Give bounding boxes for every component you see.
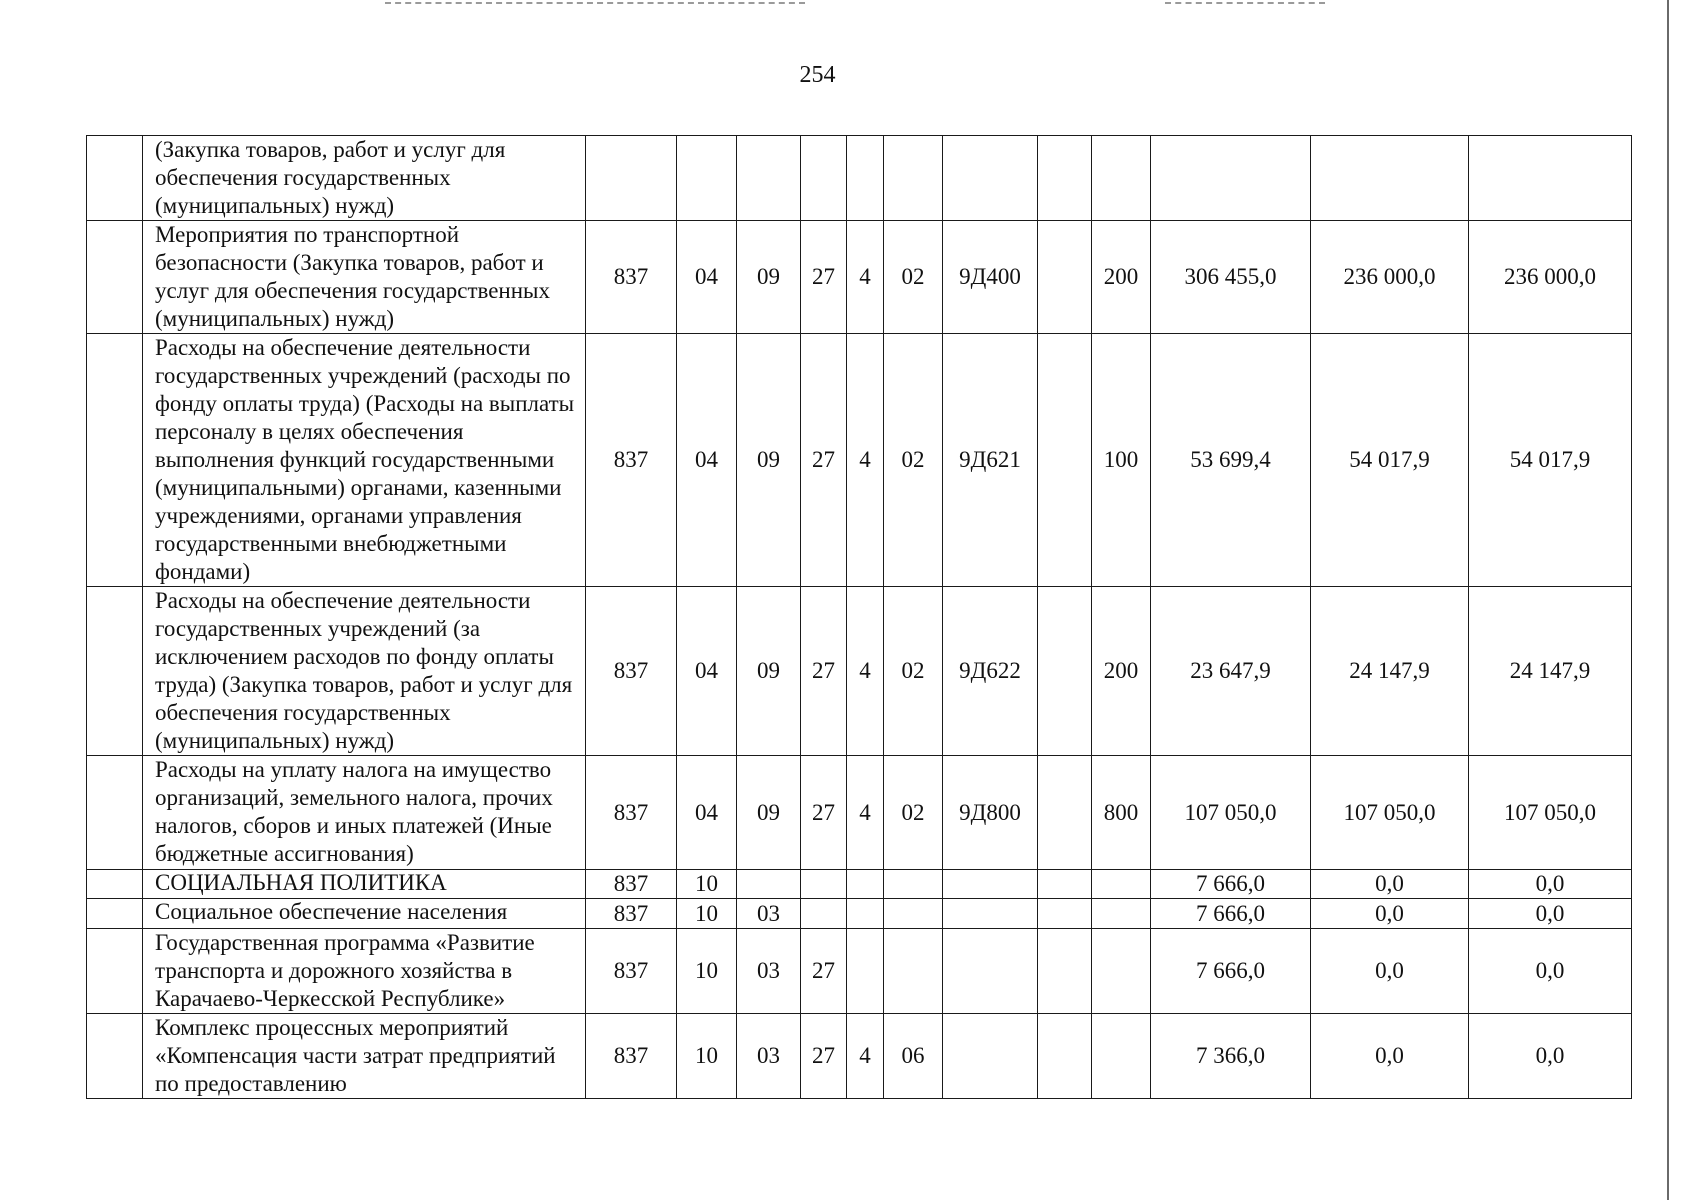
csr-type-cell: 4 (847, 587, 884, 756)
sum-year1-cell: 306 455,0 (1151, 221, 1311, 334)
page-number: 254 (799, 62, 836, 88)
csr-direction-cell (943, 136, 1038, 221)
grbs-cell: 837 (586, 756, 677, 870)
extra-cell (1038, 1014, 1092, 1099)
rz-cell: 04 (677, 221, 737, 334)
csr-direction-cell: 9Д621 (943, 334, 1038, 587)
csr-program-cell: 27 (801, 1014, 847, 1099)
csr-program-cell: 27 (801, 929, 847, 1014)
grbs-cell: 837 (586, 870, 677, 899)
grbs-cell: 837 (586, 899, 677, 929)
csr-program-cell (801, 136, 847, 221)
sum-year1-cell (1151, 136, 1311, 221)
rz-cell: 10 (677, 899, 737, 929)
row-index-cell (87, 756, 143, 870)
sum-year2-cell: 0,0 (1311, 1014, 1469, 1099)
csr-complex-cell (884, 929, 943, 1014)
grbs-cell (586, 136, 677, 221)
vr-cell: 200 (1092, 587, 1151, 756)
sum-year1-cell: 107 050,0 (1151, 756, 1311, 870)
row-description: Комплекс процессных мероприятий «Компенсация части затрат предприятий по предоставлению (143, 1014, 586, 1099)
csr-program-cell: 27 (801, 587, 847, 756)
pr-cell: 09 (737, 587, 801, 756)
csr-complex-cell (884, 870, 943, 899)
sum-year1-cell: 23 647,9 (1151, 587, 1311, 756)
sum-year3-cell: 107 050,0 (1469, 756, 1632, 870)
grbs-cell: 837 (586, 587, 677, 756)
sum-year2-cell: 54 017,9 (1311, 334, 1469, 587)
sum-year1-cell: 7 666,0 (1151, 870, 1311, 899)
sum-year1-cell: 53 699,4 (1151, 334, 1311, 587)
extra-cell (1038, 756, 1092, 870)
csr-complex-cell: 02 (884, 221, 943, 334)
csr-complex-cell (884, 899, 943, 929)
row-index-cell (87, 221, 143, 334)
csr-program-cell: 27 (801, 221, 847, 334)
csr-type-cell: 4 (847, 756, 884, 870)
table-row (87, 929, 1632, 1014)
grbs-cell: 837 (586, 1014, 677, 1099)
rz-cell: 04 (677, 334, 737, 587)
csr-direction-cell: 9Д800 (943, 756, 1038, 870)
vr-cell (1092, 899, 1151, 929)
pr-cell: 03 (737, 1014, 801, 1099)
sum-year3-cell: 54 017,9 (1469, 334, 1632, 587)
row-index-cell (87, 587, 143, 756)
vr-cell: 800 (1092, 756, 1151, 870)
extra-cell (1038, 334, 1092, 587)
pr-cell (737, 870, 801, 899)
table-row (87, 899, 1632, 929)
pr-cell: 03 (737, 929, 801, 1014)
sum-year3-cell: 0,0 (1469, 899, 1632, 929)
extra-cell (1038, 587, 1092, 756)
budget-table (86, 135, 1632, 1099)
pr-cell: 09 (737, 221, 801, 334)
grbs-cell: 837 (586, 221, 677, 334)
row-description: Расходы на обеспечение деятельности государственных учреждений (за исключением расходов по фонду оплаты труда) (Закупка товаров, работ и услуг для обеспечения государственных (муниципальных) нужд) (143, 587, 586, 756)
csr-type-cell (847, 870, 884, 899)
csr-direction-cell: 9Д400 (943, 221, 1038, 334)
sum-year1-cell: 7 366,0 (1151, 1014, 1311, 1099)
table-row (87, 221, 1632, 334)
vr-cell: 100 (1092, 334, 1151, 587)
sum-year1-cell: 7 666,0 (1151, 929, 1311, 1014)
row-description: Государственная программа «Развитие транспорта и дорожного хозяйства в Карачаево-Черкесской Республике» (143, 929, 586, 1014)
row-description: Расходы на обеспечение деятельности государственных учреждений (расходы по фонду оплаты труда) (Расходы на выплаты персоналу в целях обеспечения выполнения функций государственными (муниципальными) органами, казенными учреждениями, органами управления государственными внебюджетными фондами) (143, 334, 586, 587)
csr-type-cell: 4 (847, 221, 884, 334)
extra-cell (1038, 929, 1092, 1014)
table-row (87, 587, 1632, 756)
extra-cell (1038, 221, 1092, 334)
extra-cell (1038, 870, 1092, 899)
table-row (87, 870, 1632, 899)
row-description: Мероприятия по транспортной безопасности (Закупка товаров, работ и услуг для обеспечения государственных (муниципальных) нужд) (143, 221, 586, 334)
scan-artifact-line (385, 2, 805, 4)
csr-direction-cell (943, 870, 1038, 899)
sum-year3-cell: 236 000,0 (1469, 221, 1632, 334)
sum-year3-cell: 0,0 (1469, 870, 1632, 899)
row-index-cell (87, 1014, 143, 1099)
grbs-cell: 837 (586, 929, 677, 1014)
row-description: Социальное обеспечение населения (143, 899, 586, 929)
sum-year1-cell: 7 666,0 (1151, 899, 1311, 929)
vr-cell (1092, 136, 1151, 221)
csr-direction-cell: 9Д622 (943, 587, 1038, 756)
csr-complex-cell: 02 (884, 756, 943, 870)
sum-year3-cell: 0,0 (1469, 929, 1632, 1014)
vr-cell (1092, 1014, 1151, 1099)
csr-type-cell (847, 899, 884, 929)
row-index-cell (87, 899, 143, 929)
vr-cell (1092, 929, 1151, 1014)
rz-cell: 10 (677, 929, 737, 1014)
scan-artifact-line (1165, 2, 1325, 4)
table-row (87, 1014, 1632, 1099)
csr-type-cell: 4 (847, 334, 884, 587)
row-index-cell (87, 334, 143, 587)
pr-cell: 09 (737, 756, 801, 870)
rz-cell: 04 (677, 756, 737, 870)
csr-type-cell: 4 (847, 1014, 884, 1099)
row-index-cell (87, 136, 143, 221)
csr-program-cell (801, 899, 847, 929)
rz-cell (677, 136, 737, 221)
sum-year2-cell: 236 000,0 (1311, 221, 1469, 334)
vr-cell: 200 (1092, 221, 1151, 334)
sum-year2-cell: 0,0 (1311, 870, 1469, 899)
row-description: (Закупка товаров, работ и услуг для обеспечения государственных (муниципальных) нужд) (143, 136, 586, 221)
grbs-cell: 837 (586, 334, 677, 587)
table-row (87, 756, 1632, 870)
csr-program-cell (801, 870, 847, 899)
pr-cell: 03 (737, 899, 801, 929)
extra-cell (1038, 136, 1092, 221)
sum-year2-cell: 0,0 (1311, 899, 1469, 929)
rz-cell: 10 (677, 1014, 737, 1099)
sum-year2-cell: 0,0 (1311, 929, 1469, 1014)
vr-cell (1092, 870, 1151, 899)
sum-year3-cell: 24 147,9 (1469, 587, 1632, 756)
sum-year3-cell (1469, 136, 1632, 221)
sum-year2-cell: 107 050,0 (1311, 756, 1469, 870)
csr-complex-cell: 06 (884, 1014, 943, 1099)
csr-direction-cell (943, 899, 1038, 929)
row-description: Расходы на уплату налога на имущество организаций, земельного налога, прочих налогов, сборов и иных платежей (Иные бюджетные ассигнования) (143, 756, 586, 870)
csr-direction-cell (943, 929, 1038, 1014)
sum-year2-cell: 24 147,9 (1311, 587, 1469, 756)
extra-cell (1038, 899, 1092, 929)
row-index-cell (87, 870, 143, 899)
csr-program-cell: 27 (801, 334, 847, 587)
csr-program-cell: 27 (801, 756, 847, 870)
pr-cell (737, 136, 801, 221)
csr-type-cell (847, 929, 884, 1014)
row-description: СОЦИАЛЬНАЯ ПОЛИТИКА (143, 870, 586, 899)
csr-complex-cell: 02 (884, 587, 943, 756)
csr-complex-cell: 02 (884, 334, 943, 587)
sum-year2-cell (1311, 136, 1469, 221)
pr-cell: 09 (737, 334, 801, 587)
csr-type-cell (847, 136, 884, 221)
table-row (87, 334, 1632, 587)
sum-year3-cell: 0,0 (1469, 1014, 1632, 1099)
rz-cell: 04 (677, 587, 737, 756)
scan-edge-line (1667, 0, 1669, 1200)
table-row (87, 136, 1632, 221)
csr-complex-cell (884, 136, 943, 221)
row-index-cell (87, 929, 143, 1014)
rz-cell: 10 (677, 870, 737, 899)
csr-direction-cell (943, 1014, 1038, 1099)
